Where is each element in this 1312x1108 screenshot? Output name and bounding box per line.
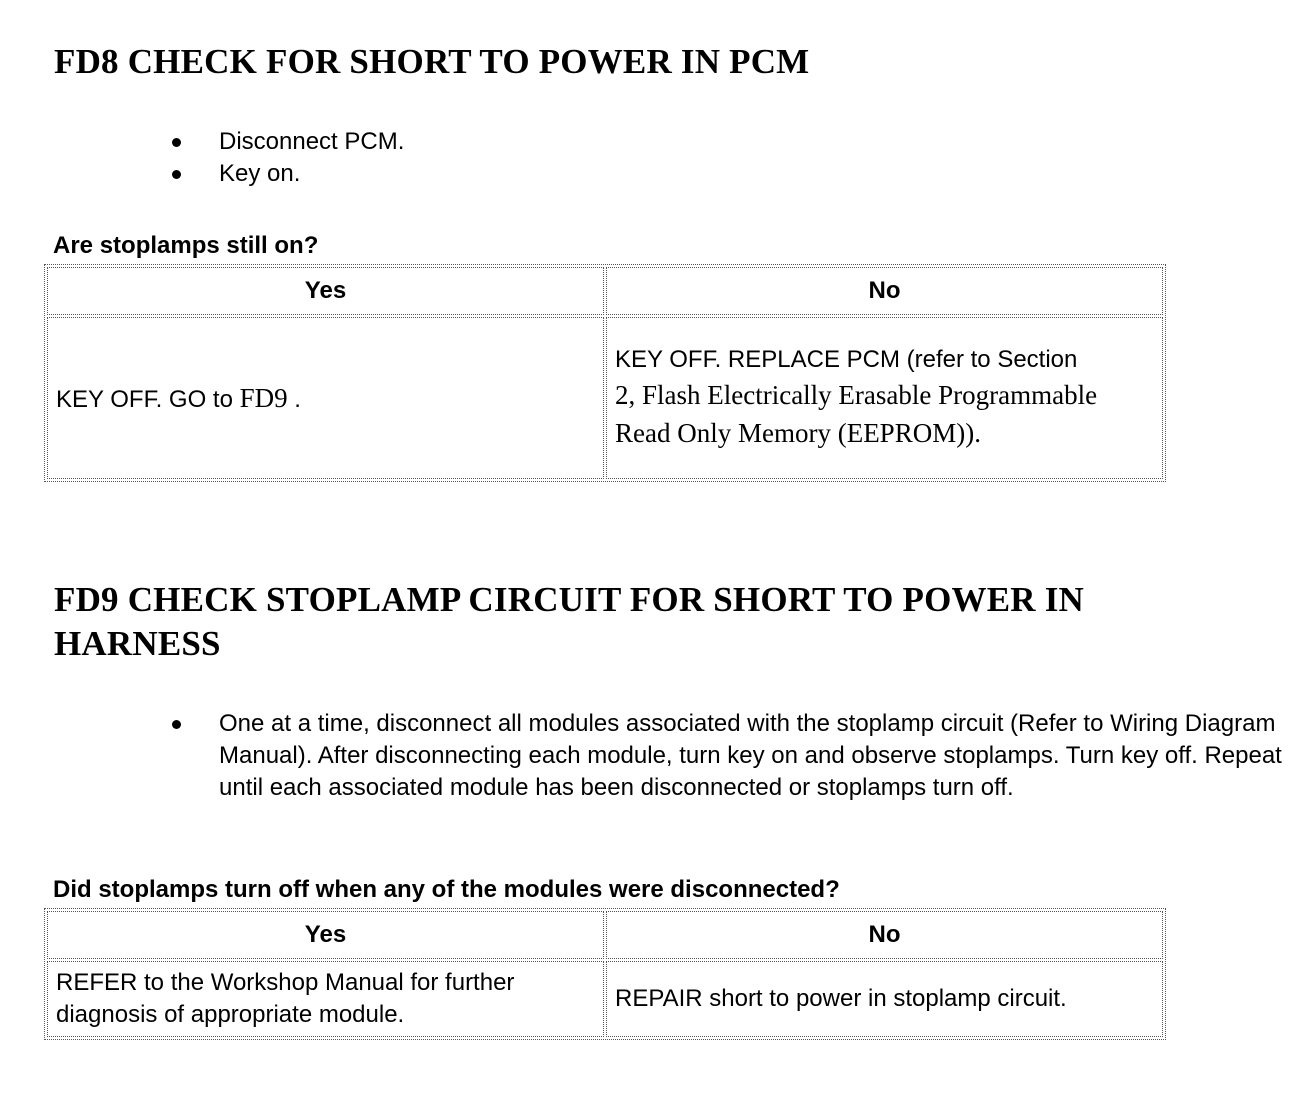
yes-header: Yes bbox=[47, 911, 604, 959]
section-reference: 2, Flash Electrically Erasable Programmable Read Only Memory (EEPROM)). bbox=[615, 380, 1098, 448]
no-cell bbox=[606, 317, 1163, 479]
bullet-icon bbox=[172, 138, 181, 147]
step-text: One at a time, disconnect all modules associated with the stoplamp circuit (Refer to Wiring Diagram Manual). After disconnecting each module, turn key on and observe stoplamps. Turn key off. Repeat until each associated module has been disconnected or stoplamps turn off. bbox=[219, 710, 1282, 801]
list-item bbox=[166, 158, 404, 190]
list-item bbox=[166, 708, 1286, 804]
fd9-link[interactable]: FD9 bbox=[239, 383, 288, 413]
no-action-text: KEY OFF. REPLACE PCM (refer to Section bbox=[615, 346, 1078, 373]
fd9-title-line1: FD9 CHECK STOPLAMP CIRCUIT FOR SHORT TO POWER IN bbox=[54, 580, 1085, 619]
fd8-question: Are stoplamps still on? bbox=[53, 232, 319, 259]
list-item bbox=[166, 126, 404, 158]
yes-cell: REFER to the Workshop Manual for further diagnosis of appropriate module. bbox=[47, 961, 604, 1037]
fd9-title bbox=[54, 578, 1084, 666]
fd9-result-table bbox=[44, 908, 1166, 1040]
no-header: No bbox=[606, 267, 1163, 315]
table-header-row bbox=[47, 267, 1163, 315]
fd8-title: FD8 CHECK FOR SHORT TO POWER IN PCM bbox=[54, 42, 810, 81]
yes-header: Yes bbox=[47, 267, 604, 315]
yes-tail: . bbox=[287, 386, 301, 413]
fd8-steps bbox=[166, 126, 404, 190]
no-cell: REPAIR short to power in stoplamp circuit. bbox=[606, 961, 1163, 1037]
yes-action-text: KEY OFF. GO to bbox=[56, 386, 240, 413]
fd9-steps bbox=[166, 708, 1286, 804]
step-text: Key on. bbox=[219, 160, 301, 187]
bullet-icon bbox=[172, 720, 181, 729]
step-text: Disconnect PCM. bbox=[219, 128, 405, 155]
yes-cell bbox=[47, 317, 604, 479]
fd9-question: Did stoplamps turn off when any of the modules were disconnected? bbox=[53, 876, 840, 903]
fd8-result-table bbox=[44, 264, 1166, 482]
bullet-icon bbox=[172, 170, 181, 179]
no-header: No bbox=[606, 911, 1163, 959]
table-header-row bbox=[47, 911, 1163, 959]
table-row bbox=[47, 961, 1163, 1037]
fd9-title-line2: HARNESS bbox=[54, 624, 221, 663]
table-row bbox=[47, 317, 1163, 479]
